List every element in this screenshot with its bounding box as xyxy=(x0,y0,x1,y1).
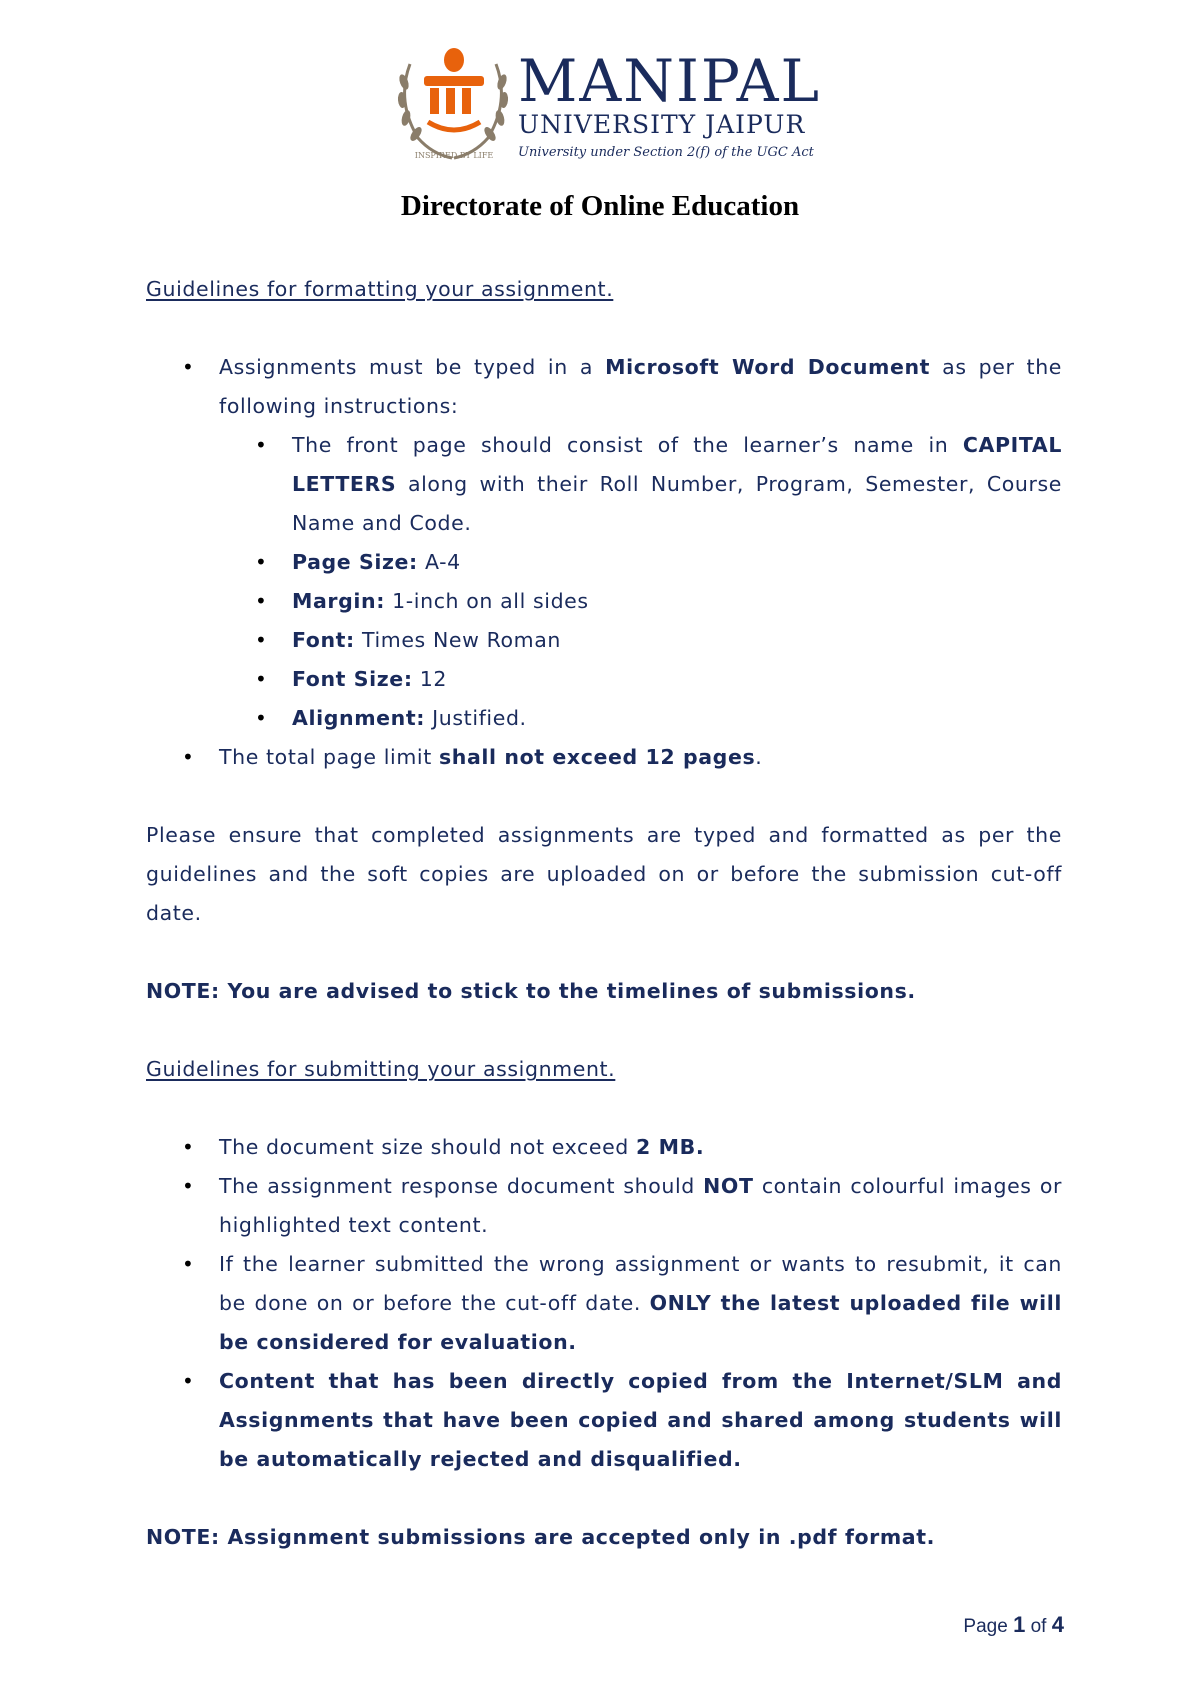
spacer xyxy=(146,309,1062,348)
brand-subtitle: UNIVERSITY JAIPUR xyxy=(518,110,806,139)
item-text: as per the following instructions: xyxy=(219,355,1063,418)
item-value: 1-inch on all sides xyxy=(385,589,589,613)
page-number xyxy=(963,1612,1064,1638)
item-bold-text: 2 MB. xyxy=(636,1135,705,1159)
brand-tagline: University under Section 2(f) of the UGC Act xyxy=(518,145,814,160)
item-text: . xyxy=(755,745,763,769)
ensure-paragraph: Please ensure that completed assignments are typed and formatted as per the guidelines and the soft copies are uploaded on or before the submission cut-off date. xyxy=(146,823,1062,925)
document-title: Directorate of Online Education xyxy=(400,190,800,222)
item-bold-text: Content that has been directly copied from the Internet/SLM and Assignments that have been copied and shared among students will be automatically rejected and disqualified. xyxy=(219,1369,1062,1471)
list-item xyxy=(146,1167,1062,1245)
list-item xyxy=(219,621,1062,660)
item-text: The front page should consist of the learner’s name in xyxy=(292,433,963,457)
item-text: If the learner submitted the wrong assignment or wants to resubmit, it can be done on or before the cut-off date. xyxy=(219,1252,1062,1315)
formatting-sublist xyxy=(219,426,1062,738)
brand-block xyxy=(518,47,822,162)
list-item xyxy=(146,348,1062,738)
spacer xyxy=(146,1479,1062,1518)
spacer xyxy=(146,1089,1062,1128)
list-item xyxy=(146,738,1062,777)
seal-motto: INSPIRED BY LIFE xyxy=(414,151,494,160)
item-text: The assignment response document should xyxy=(219,1174,704,1198)
spacer xyxy=(146,1011,1062,1050)
list-item xyxy=(219,426,1062,543)
item-bold-text: ONLY the latest uploaded file will be considered for evaluation. xyxy=(219,1291,1062,1354)
list-item xyxy=(219,660,1062,699)
total-pages: 4 xyxy=(1051,1612,1064,1637)
spacer xyxy=(146,933,1062,972)
submitting-list xyxy=(146,1128,1062,1479)
bullet-icon: • xyxy=(182,745,195,769)
bullet-icon: • xyxy=(255,628,268,652)
page-word: Page xyxy=(963,1616,1008,1637)
brand-name: MANIPAL xyxy=(518,47,822,115)
spacer xyxy=(146,777,1062,816)
item-text: along with their Roll Number, Program, Semester, Course Name and Code. xyxy=(292,472,1062,535)
item-text: Assignments must be typed in a xyxy=(219,355,606,379)
current-page: 1 xyxy=(1013,1612,1026,1637)
of-word: of xyxy=(1030,1616,1047,1637)
torch-emblem-icon xyxy=(424,48,484,130)
item-label: Page Size: xyxy=(292,550,418,574)
item-label: Alignment: xyxy=(292,706,426,730)
item-bold-text: shall not exceed 12 pages xyxy=(438,745,756,769)
submitting-heading: Guidelines for submitting your assignment. xyxy=(146,1057,616,1081)
item-text: The total page limit xyxy=(219,745,439,769)
note-timelines: NOTE: You are advised to stick to the timelines of submissions. xyxy=(146,979,916,1003)
item-bold-text: Microsoft Word Document xyxy=(605,355,931,379)
list-item xyxy=(146,1128,1062,1167)
item-label: Font Size: xyxy=(292,667,413,691)
bullet-icon: • xyxy=(255,433,268,457)
list-item xyxy=(219,699,1062,738)
bullet-icon: • xyxy=(255,706,268,730)
list-item xyxy=(219,582,1062,621)
document-body xyxy=(146,270,1062,1557)
list-item xyxy=(146,1245,1062,1362)
note-pdf-format: NOTE: Assignment submissions are accepted only in .pdf format. xyxy=(146,1525,936,1549)
bullet-icon: • xyxy=(182,1174,195,1198)
item-label: Margin: xyxy=(292,589,386,613)
formatting-heading: Guidelines for formatting your assignment. xyxy=(146,277,614,301)
list-item xyxy=(219,543,1062,582)
bullet-icon: • xyxy=(255,550,268,574)
item-label: Font: xyxy=(292,628,355,652)
bullet-icon: • xyxy=(182,1252,195,1276)
item-value: Justified. xyxy=(425,706,527,730)
item-value: A-4 xyxy=(417,550,461,574)
item-bold-text: CAPITAL LETTERS xyxy=(292,433,1062,496)
item-text: contain colourful images or highlighted text content. xyxy=(219,1174,1062,1237)
item-value: 12 xyxy=(412,667,448,691)
item-bold-text: NOT xyxy=(703,1174,754,1198)
bullet-icon: • xyxy=(255,589,268,613)
formatting-list xyxy=(146,348,1062,777)
bullet-icon: • xyxy=(182,1135,195,1159)
bullet-icon: • xyxy=(182,355,195,379)
item-value: Times New Roman xyxy=(354,628,561,652)
bullet-icon: • xyxy=(182,1369,195,1393)
bullet-icon: • xyxy=(255,667,268,691)
item-text: The document size should not exceed xyxy=(219,1135,637,1159)
list-item xyxy=(146,1362,1062,1479)
